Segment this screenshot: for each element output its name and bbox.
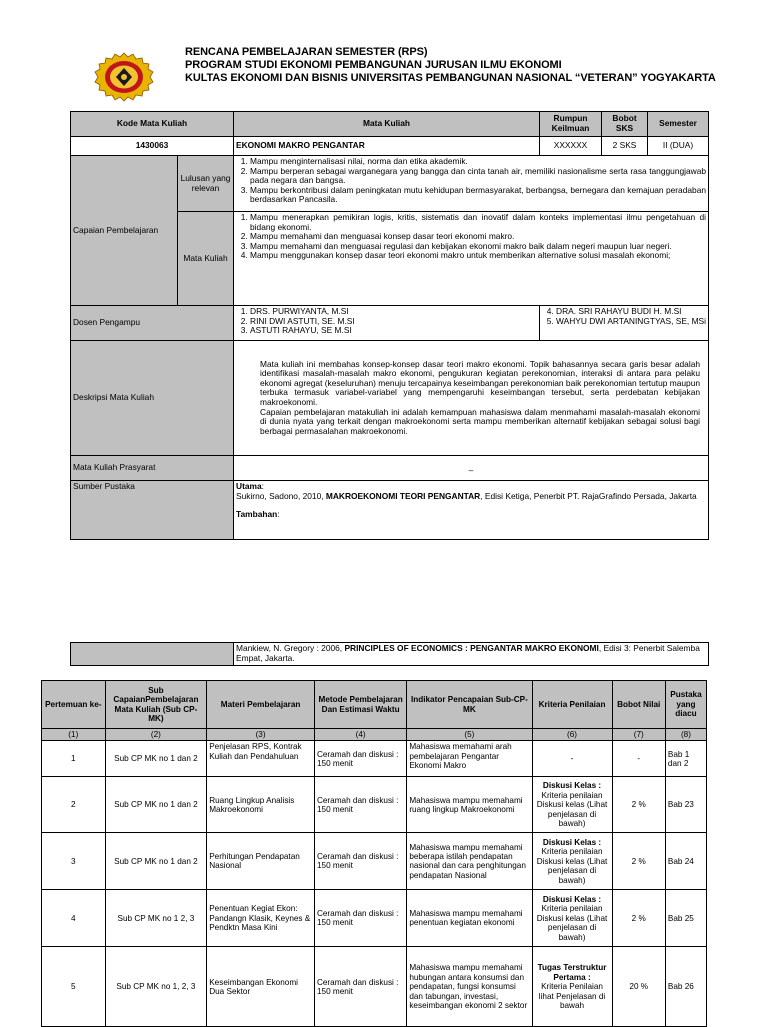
tambahan-label: Tambahan (236, 509, 278, 520)
prasyarat-value: – (234, 456, 709, 481)
row-pustaka: Bab 25 (665, 890, 706, 947)
utama-title: MAKROEKONOMI TEORI PENGANTAR (325, 490, 481, 501)
row-pertemuan: 3 (42, 833, 106, 890)
kriteria-title: Diskusi Kelas : (542, 894, 602, 904)
university-logo (92, 52, 156, 102)
col-header: Indikator Pencapaian Sub-CP-MK (407, 681, 532, 729)
kriteria-body: Kriteria penilaian Diskusi kelas (Lihat penjelasan di bawah) (536, 904, 608, 942)
dosen-left-list (234, 306, 540, 341)
col-number: (5) (407, 729, 532, 741)
deskripsi-label: Deskripsi Mata Kuliah (71, 341, 234, 456)
tambahan-title: PRINCIPLES OF ECONOMICS : PENGANTAR MAKRO EKONOMI (344, 643, 599, 653)
col-header: Materi Pembelajaran (207, 681, 315, 729)
kriteria-body: Kriteria penilaian Diskusi kelas (Lihat penjelasan di bawah) (536, 790, 608, 829)
pustaka-label: Sumber Pustaka (71, 481, 234, 540)
mata-kuliah-label: Mata Kuliah (178, 212, 234, 306)
course-rumpun: XXXXXX (540, 137, 602, 156)
kriteria-title: Diskusi Kelas : (542, 781, 602, 791)
row-metode: Ceramah dan diskusi : 150 menit (314, 833, 406, 890)
row-bobot: - (612, 741, 665, 777)
row-indikator: Mahasiswa mampu memahami ruang lingkup Makroekonomi (407, 777, 532, 833)
pustaka-continuation-label (71, 643, 234, 666)
row-materi: Ruang Lingkup Analisis Makroekonomi (207, 777, 315, 833)
capaian-label: Capaian Pembelajaran (71, 156, 178, 306)
col-number: (7) (612, 729, 665, 741)
lulusan-label: Lulusan yang relevan (178, 156, 234, 212)
mk-item: 1. Mampu menerapkan pemikiran logis, kritis, sistematis dan inovatif dalam konteks implementasi ilmu pengetahuan di bidang ekonomi. (250, 213, 706, 232)
col-number: (4) (314, 729, 406, 741)
row-materi: Perhitungan Pendapatan Nasional (207, 833, 315, 890)
dosen-item: 2. RINI DWI ASTUTI, SE. M.SI (250, 317, 537, 327)
row-sub-cpmk: Sub CP MK no 1 dan 2 (105, 777, 207, 833)
row-pertemuan: 5 (42, 947, 106, 1027)
row-kriteria (532, 741, 612, 777)
row-indikator: Mahasiswa mampu memahami penentuan kegiatan ekonomi (407, 890, 532, 947)
lulusan-item: 2. Mampu berperan sebagai warganegara yang bangga dan cinta tanah air, memiliki nasionalisme serta rasa tanggungjawab pada negara dan bangsa. (250, 167, 706, 186)
kriteria-title: Tugas Terstruktur Pertama : (537, 963, 607, 982)
deskripsi-paragraph-2: Capaian pembelajaran matakuliah ini adalah kemampuan mahasiswa dalam menmahami masalah-masalah ekonomi di dunia nyata yang terkait dengan makroekonomi serta mampu memberikan alternatif kebijakan sebagai solusi bagi berbagai permasalahan makroekonomi. (260, 406, 701, 436)
course-code: 1430063 (71, 137, 234, 156)
row-bobot: 20 % (612, 947, 665, 1027)
row-sub-cpmk: Sub CP MK no 1 2, 3 (105, 890, 207, 947)
row-pertemuan: 1 (42, 741, 106, 777)
mk-item: 4. Mampu menggunakan konsep dasar teori ekonomi makro untuk memberikan alternative solusi masalah ekonomi; (250, 251, 706, 261)
utama-label: Utama (236, 481, 262, 491)
col-header: Pustaka yang diacu (665, 681, 706, 729)
lulusan-item: 3. Mampu berkontribusi dalam peningkatan mutu kehidupan bermasyarakat, berbangsa, bernegara dan kemajuan peradaban berdasarkan Pancasila. (250, 186, 706, 205)
col-header: Bobot Nilai (612, 681, 665, 729)
mk-item: 3. Mampu memahami dan menguasai regulasi dan kebijakan ekonomi makro baik dalam negeri maupun luar negeri. (250, 242, 706, 252)
kriteria-body: Kriteria Penilaian lihat Penjelasan di bawah (538, 982, 606, 1011)
row-metode: Ceramah dan diskusi : 150 menit (314, 890, 406, 947)
dosen-label: Dosen Pengampu (71, 306, 234, 341)
course-semester: II (DUA) (648, 137, 709, 156)
dosen-item: 3. ASTUTI RAHAYU, SE M.SI (250, 326, 537, 336)
document-header (185, 46, 716, 85)
col-number: (2) (105, 729, 207, 741)
header-mata-kuliah: Mata Kuliah (234, 112, 540, 137)
header-line-1: RENCANA PEMBELAJARAN SEMESTER (RPS) (185, 46, 428, 58)
row-pustaka: Bab 1 dan 2 (665, 741, 706, 777)
dosen-item: 4. DRA. SRI RAHAYU BUDI H. M.SI (556, 307, 706, 317)
row-kriteria (532, 777, 612, 833)
table-row (42, 833, 707, 890)
row-bobot: 2 % (612, 833, 665, 890)
course-name: EKONOMI MAKRO PENGANTAR (234, 137, 540, 156)
row-materi: Keseimbangan Ekonomi Dua Sektor (207, 947, 315, 1027)
dosen-item: 1. DRS. PURWIYANTA, M.SI (250, 307, 537, 317)
header-kode: Kode Mata Kuliah (71, 112, 234, 137)
col-header: Kriteria Penilaian (532, 681, 612, 729)
row-metode: Ceramah dan diskusi : 150 menit (314, 947, 406, 1027)
col-number: (1) (42, 729, 106, 741)
row-pertemuan: 2 (42, 777, 106, 833)
kriteria-body: Kriteria penilaian Diskusi kelas (Lihat penjelasan di bawah) (536, 847, 608, 885)
header-semester: Semester (648, 112, 709, 137)
header-line-3: KULTAS EKONOMI DAN BISNIS UNIVERSITAS PEMBANGUNAN NASIONAL “VETERAN” YOGYAKARTA (185, 72, 716, 84)
row-materi: Penjelasan RPS, Kontrak Kuliah dan Pendahuluan (207, 741, 315, 777)
row-pustaka: Bab 24 (665, 833, 706, 890)
col-header: Pertemuan ke- (42, 681, 106, 729)
lulusan-list (234, 156, 709, 212)
table-row (42, 947, 707, 1027)
lulusan-item: 1. Mampu menginternalisasi nilai, norma dan etika akademik. (250, 157, 706, 167)
col-number: (6) (532, 729, 612, 741)
kriteria-body: - (570, 754, 574, 764)
mk-item: 2. Mampu memahami dan menguasai konsep dasar teori ekonomi makro. (250, 232, 706, 242)
row-indikator: Mahasiswa mampu memahami hubungan antara konsumsi dan pendapatan, fungsi konsumsi dan tabungan, investasi, keseimbangan ekonomi 2 sektor (407, 947, 532, 1027)
pustaka-continuation-table (70, 642, 709, 666)
table-row (42, 741, 707, 777)
row-pertemuan: 4 (42, 890, 106, 947)
col-header: Metode Pembelajaran Dan Estimasi Waktu (314, 681, 406, 729)
mk-list (234, 212, 709, 306)
row-sub-cpmk: Sub CP MK no 1 dan 2 (105, 741, 207, 777)
col-number: (8) (665, 729, 706, 741)
deskripsi-text (234, 341, 709, 456)
course-sks: 2 SKS (602, 137, 648, 156)
utama-author: Sukirno, Sadono, 2010, (236, 490, 326, 501)
pustaka-tambahan (234, 643, 709, 666)
row-kriteria (532, 833, 612, 890)
tambahan-author: Mankiew, N. Gregory : 2006, (236, 643, 345, 653)
table-row (42, 890, 707, 947)
row-metode: Ceramah dan diskusi : 150 menit (314, 777, 406, 833)
row-pustaka: Bab 23 (665, 777, 706, 833)
header-rumpun: Rumpun Keilmuan (540, 112, 602, 137)
prasyarat-label: Mata Kuliah Prasyarat (71, 456, 234, 481)
col-number: (3) (207, 729, 315, 741)
row-bobot: 2 % (612, 777, 665, 833)
row-bobot: 2 % (612, 890, 665, 947)
dosen-item: 5. WAHYU DWI ARTANINGTYAS, SE, MSi (556, 317, 706, 327)
row-sub-cpmk: Sub CP MK no 1, 2, 3 (105, 947, 207, 1027)
row-materi: Penentuan Kegiat Ekon: Pandangn Klasik, Keynes & Pendktn Masa Kini (207, 890, 315, 947)
col-header: Sub CapaianPembelajaran Mata Kuliah (Sub CP-MK) (105, 681, 207, 729)
row-metode: Ceramah dan diskusi : 150 menit (314, 741, 406, 777)
schedule-table (41, 680, 707, 1027)
course-info-table (70, 111, 709, 540)
row-sub-cpmk: Sub CP MK no 1 dan 2 (105, 833, 207, 890)
pustaka-utama: Utama: Sukirno, Sadono, 2010, MAKROEKONOMI TEORI PENGANTAR, Edisi Ketiga, Penerbit PT. RajaGrafindo Persada, Jakarta Tambahan: (234, 481, 709, 540)
row-kriteria (532, 947, 612, 1027)
row-pustaka: Bab 26 (665, 947, 706, 1027)
row-kriteria (532, 890, 612, 947)
row-indikator: Mahasiswa memahami arah pembelajaran Pengantar Ekonomi Makro (407, 741, 532, 777)
row-indikator: Mahasiswa mampu memahami beberapa istilah pendapatan nasional dan cara penghitungan pendapatan Nasional (407, 833, 532, 890)
tambahan-publisher: , Edisi 3: Penerbit Salemba Empat, Jakarta. (236, 643, 700, 663)
header-line-2: PROGRAM STUDI EKONOMI PEMBANGUNAN JURUSAN ILMU EKONOMI (185, 59, 562, 71)
dosen-right-list (540, 306, 709, 341)
utama-publisher: , Edisi Ketiga, Penerbit PT. RajaGrafindo Persada, Jakarta (480, 490, 697, 501)
kriteria-title: Diskusi Kelas : (542, 837, 602, 847)
header-bobot: Bobot SKS (602, 112, 648, 137)
deskripsi-paragraph-1: Mata kuliah ini membahas konsep-konsep dasar teori makro ekonomi. Topik bahasannya secara garis besar adalah identifikasi masalah-masalah makro ekonomi, pengukuran kegiatan perekonomian, interaksi di antara para pelaku ekonomi agregat (keseluruhan) menuju tercapainya keseimbangan perekonomian baik perekonomian tertutup maupun terbuka termasuk variabel-variabel yang mempengaruhi keseimbangan tersebut, serta perdebatan kebijakan makroekonomi. (260, 358, 701, 407)
table-row (42, 777, 707, 833)
